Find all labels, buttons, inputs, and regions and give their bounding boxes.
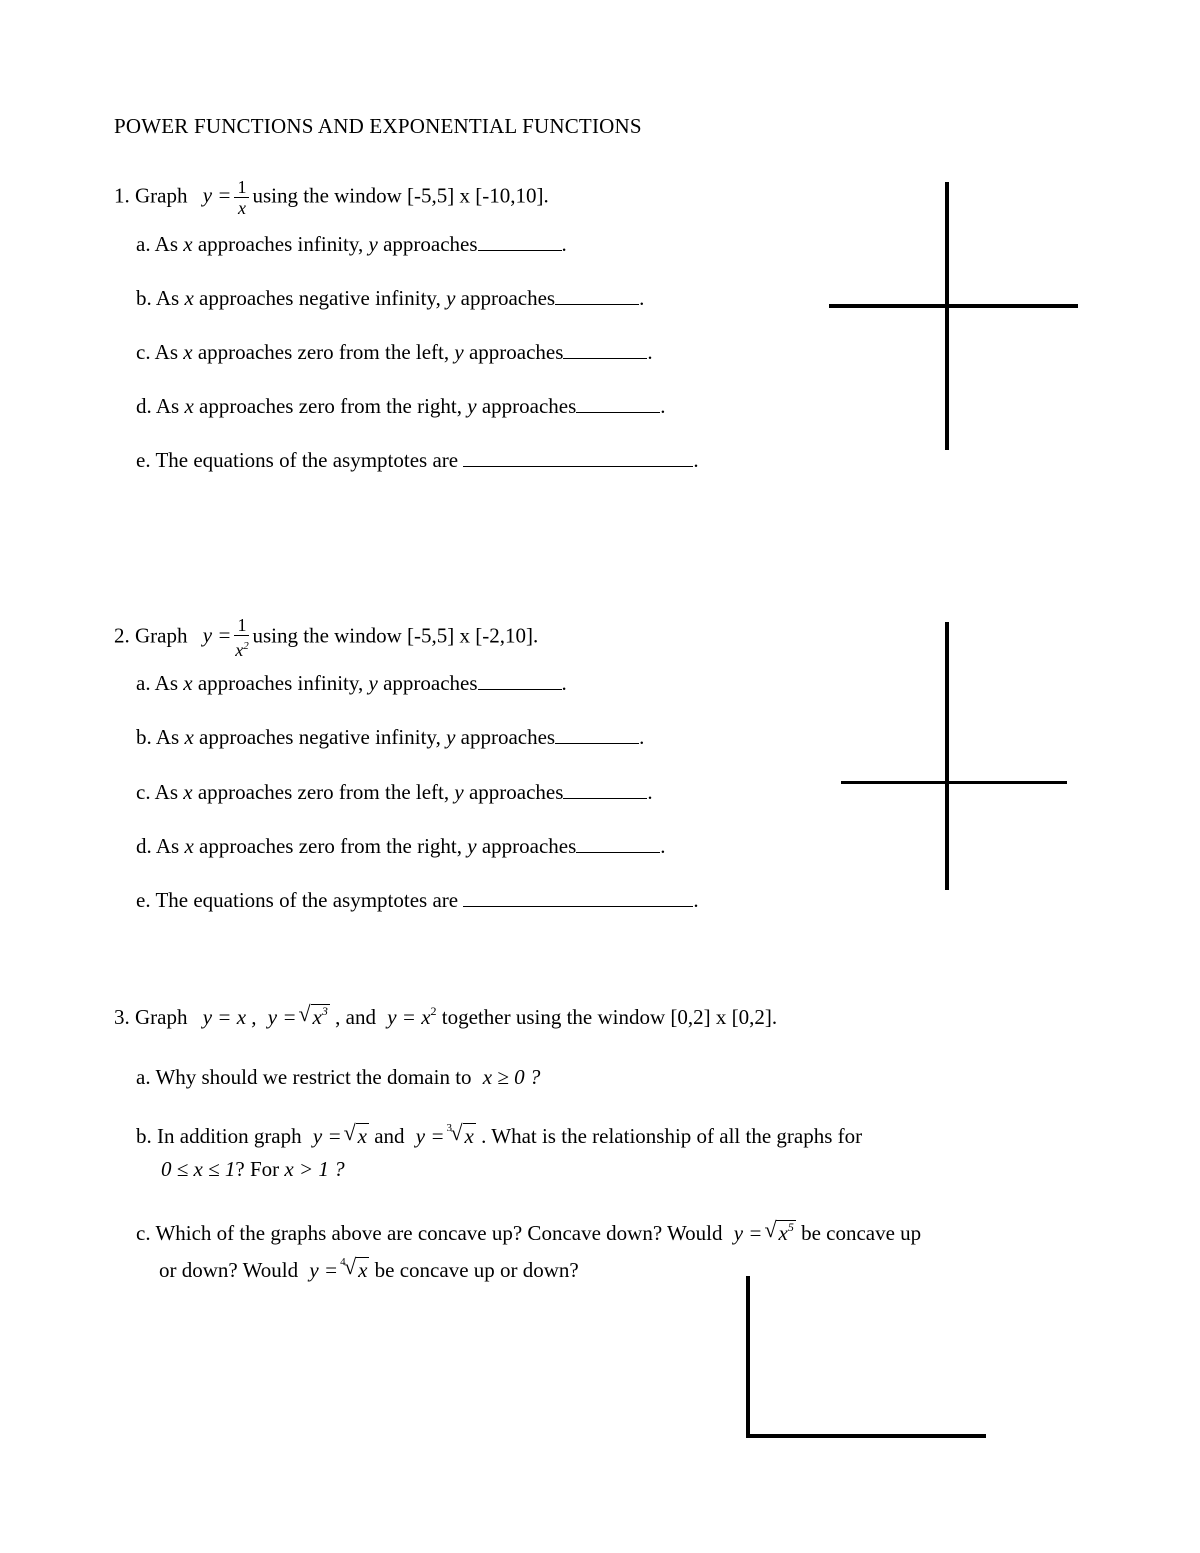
fraction [234,616,249,659]
problem-number: 3. Graph [114,1005,188,1029]
item-label: d. As [136,834,180,858]
item-text: a. Why should we restrict the domain to [136,1065,472,1089]
item-text: approaches [460,286,556,310]
item-text: be concave up [801,1221,922,1245]
function-prefix: y = [202,183,232,208]
item-text: approaches infinity, [197,232,364,256]
answer-blank[interactable] [463,888,693,907]
x-axis-3 [746,1434,986,1438]
period: . [639,725,645,749]
problem-1-item-a [136,232,567,256]
period: . [561,671,567,695]
problem-2-heading [114,616,538,659]
x-axis-2 [841,781,1067,784]
problem-3-heading [114,1001,778,1029]
problem-2-item-c [136,780,653,804]
problem-number: 2. Graph [114,623,188,648]
item-label: a. As [136,671,178,695]
problem-2-item-e [136,888,699,912]
answer-blank[interactable] [563,340,647,359]
variable: x [184,834,194,858]
answer-blank[interactable] [463,448,693,467]
variable: y [454,780,464,804]
problem-3-item-c-line2 [159,1254,579,1282]
function-prefix: y = [267,1005,297,1029]
period: . [660,834,666,858]
item-text: b. In addition graph [136,1124,302,1148]
variable: y [446,725,456,749]
item-label: d. As [136,394,180,418]
answer-blank[interactable] [563,780,647,799]
variable: y [467,834,477,858]
exponent: 5 [787,1220,794,1234]
window-text: together using the window [0,2] x [0,2]. [441,1005,778,1029]
variable: x [184,394,194,418]
period: . [647,780,653,804]
radical-sign: √ [450,1120,463,1145]
radical-sign: √ [343,1120,356,1145]
exponent: 2 [243,640,249,652]
and-text: and [374,1124,405,1148]
page-title: POWER FUNCTIONS AND EXPONENTIAL FUNCTIONS [114,114,642,138]
variable: x [235,640,244,660]
radical-argument [311,1004,330,1029]
math-expression: x > 1 ? [284,1157,345,1181]
radical [343,1120,369,1148]
math-expression: x ≥ 0 ? [482,1065,541,1089]
item-text: approaches negative infinity, [199,286,441,310]
variable: y [467,394,477,418]
item-text: approaches [468,340,564,364]
period: . [561,232,567,256]
radical-index: 3 [446,1122,453,1134]
variable: x [183,232,193,256]
item-text: approaches negative infinity, [199,725,441,749]
fraction [234,178,249,217]
item-text: e. The equations of the asymptotes are [136,888,459,912]
radical [446,1120,476,1148]
item-text: c. Which of the graphs above are concave up? Concave down? Would [136,1221,723,1245]
item-text: approaches zero from the right, [199,834,462,858]
variable: x [183,340,193,364]
item-text: e. The equations of the asymptotes are [136,448,459,472]
exponent: 2 [430,1004,437,1018]
item-text: approaches [468,780,564,804]
radical-index: 4 [340,1256,346,1268]
radical-argument: x [358,1258,368,1282]
item-text: approaches zero from the right, [199,394,462,418]
item-text: ? For [235,1157,280,1181]
problem-1-item-b [136,286,644,310]
item-label: c. As [136,780,178,804]
item-text: approaches [481,394,577,418]
period: . [693,888,699,912]
variable: x [778,1221,788,1245]
fraction-numerator: 1 [234,178,249,198]
answer-blank[interactable] [555,725,639,744]
period: . [693,448,699,472]
item-text: approaches [460,725,556,749]
variable: x [183,671,193,695]
radical [298,1001,330,1029]
problem-3-item-c [136,1217,922,1245]
problem-1-item-c [136,340,653,364]
problem-1-heading [114,178,549,217]
item-text: approaches [481,834,577,858]
item-text: approaches [383,671,478,695]
radical-sign: √ [344,1254,357,1279]
problem-3-item-a [136,1065,540,1089]
item-text: . What is the relationship of all the graphs for [481,1124,863,1148]
problem-2-item-d [136,834,666,858]
answer-blank[interactable] [576,394,660,413]
variable: x [183,780,193,804]
window-text: using the window [-5,5] x [-2,10]. [252,623,539,648]
fraction-denominator [234,636,249,659]
equation: y = x , [202,1005,257,1029]
variable: y [368,232,378,256]
window-text: using the window [-5,5] x [-10,10]. [252,183,549,208]
function-prefix: y = [733,1221,763,1245]
item-label: a. As [136,232,178,256]
problem-3-item-b [136,1120,863,1148]
fraction-numerator: 1 [234,616,249,636]
item-label: c. As [136,340,178,364]
function-prefix: y = [202,623,232,648]
y-axis-2 [945,622,949,890]
radical-argument [776,1220,795,1245]
math-expression: 0 ≤ x ≤ 1 [161,1157,236,1181]
problem-3-item-b-line2 [161,1157,345,1181]
variable: x [184,286,194,310]
item-text: approaches zero from the left, [197,780,450,804]
variable: x [312,1005,322,1029]
item-label: b. As [136,286,180,310]
problem-2-item-b [136,725,644,749]
and-text: , and [335,1005,376,1029]
problem-1-item-e [136,448,699,472]
item-text: or down? Would [159,1258,299,1282]
function-prefix: y = [312,1124,342,1148]
variable: y [454,340,464,364]
item-text: approaches [383,232,478,256]
exponent: 3 [321,1004,328,1018]
function-prefix: y = [415,1124,445,1148]
function-prefix: y = [309,1258,339,1282]
variable: y [368,671,378,695]
y-axis-1 [945,182,949,450]
item-text: approaches zero from the left, [197,340,450,364]
y-axis-3 [746,1276,750,1438]
period: . [639,286,645,310]
radical-argument: x [357,1124,367,1148]
answer-blank[interactable] [576,834,660,853]
radical [764,1217,795,1245]
problem-1-item-d [136,394,666,418]
period: . [647,340,653,364]
answer-blank[interactable] [555,286,639,305]
equation: y = x [387,1005,431,1029]
radical-sign: √ [764,1217,777,1242]
fraction-denominator: x [237,198,246,218]
period: . [660,394,666,418]
variable: y [446,286,456,310]
radical [340,1254,369,1282]
problem-number: 1. Graph [114,183,188,208]
problem-2-item-a [136,671,567,695]
radical-sign: √ [298,1001,311,1026]
item-text: be concave up or down? [374,1258,579,1282]
answer-blank[interactable] [478,671,562,690]
answer-blank[interactable] [478,232,562,251]
variable: x [184,725,194,749]
item-text: approaches infinity, [197,671,364,695]
radical-argument: x [464,1124,474,1148]
x-axis-1 [829,304,1078,308]
item-label: b. As [136,725,180,749]
